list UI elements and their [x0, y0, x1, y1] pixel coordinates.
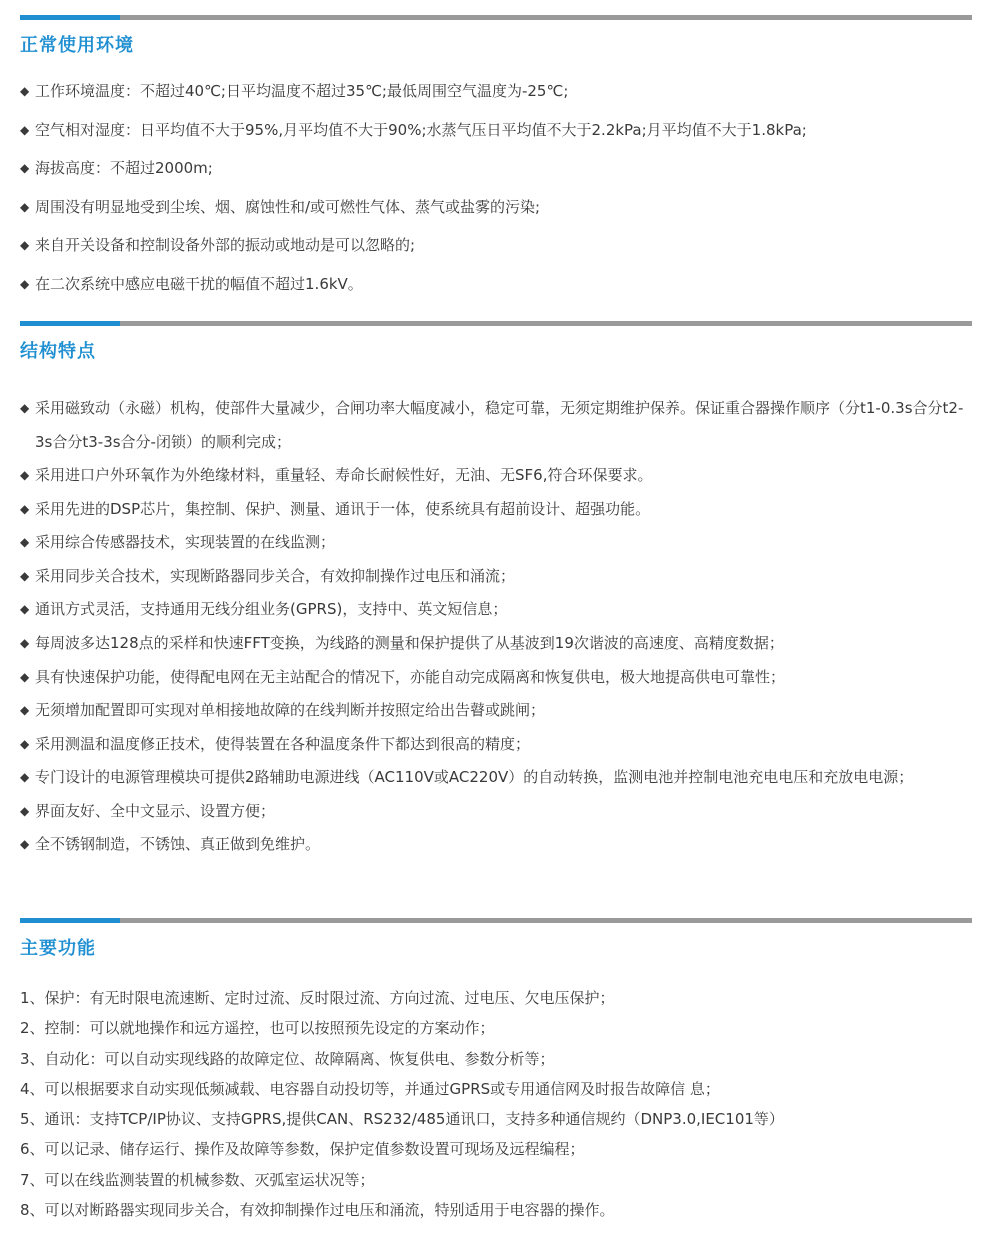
- diamond-bullet-icon: ◆: [20, 401, 30, 415]
- diamond-bullet-icon: ◆: [20, 199, 30, 214]
- list-item: 6、可以记录、储存运行、操作及故障等参数，保护定值参数设置可现场及远程编程；: [20, 1140, 585, 1159]
- list-item: 3、自动化：可以自动实现线路的故障定位、故障隔离、恢复供电、参数分析等；: [20, 1049, 555, 1068]
- list-item: ◆ 界面友好、全中文显示、设置方便；: [20, 795, 972, 829]
- divider-accent: [20, 918, 120, 923]
- list-item: ◆ 采用进口户外环氧作为外绝缘材料，重量轻、寿命长耐候性好，无油、无SF6,符合环保要求。: [20, 459, 972, 493]
- list-item: ◆ 采用测温和温度修正技术，使得装置在各种温度条件下都达到很高的精度；: [20, 728, 972, 762]
- list-item: 1、保护：有无时限电流速断、定时过流、反时限过流、方向过流、过电压、欠电压保护；: [20, 989, 615, 1007]
- list-item: ◆ 专门设计的电源管理模块可提供2路辅助电源进线（AC110V或AC220V）的自动转换，监测电池并控制电池充电电压和充放电电源；: [20, 761, 972, 795]
- section-operating-environment: [20, 15, 972, 303]
- list-item: ◆ 海拔高度：不超过2000m;: [20, 149, 972, 188]
- diamond-bullet-icon: ◆: [20, 568, 30, 583]
- diamond-bullet-icon: ◆: [20, 669, 30, 684]
- list-item: 8、可以对断路器实现同步关合，有效抑制操作过电压和涌流，特别适用于电容器的操作。: [20, 1201, 615, 1220]
- list-item: ◆ 无须增加配置即可实现对单相接地故障的在线判断并按照定给出告瞽或跳闸；: [20, 694, 972, 728]
- section-divider: [20, 321, 972, 326]
- divider-accent: [20, 321, 120, 326]
- diamond-bullet-icon: ◆: [20, 736, 30, 751]
- diamond-bullet-icon: ◆: [20, 161, 30, 175]
- diamond-bullet-icon: ◆: [20, 238, 30, 252]
- diamond-bullet-icon: ◆: [20, 122, 30, 137]
- list-item: ◆ 空气相对湿度：日平均值不大于95%,月平均值不大于90%;水蒸气压日平均值不大于2.2kPa;月平均值不大于1.8kPa;: [20, 111, 972, 150]
- list-item: ◆ 在二次系统中感应电磁干扰的幅值不超过1.6kV。: [20, 265, 972, 304]
- list-item: ◆ 周围没有明显地受到尘埃、烟、腐蚀性和/或可燃性气体、蒸气或盐雾的污染;: [20, 188, 972, 227]
- diamond-bullet-icon: ◆: [20, 602, 30, 617]
- diamond-bullet-icon: ◆: [20, 803, 30, 818]
- section-title: 正常使用环境: [20, 35, 134, 56]
- list-item: ◆ 工作环境温度：不超过40℃;日平均温度不超过35℃;最低周围空气温度为-25℃;: [20, 72, 972, 111]
- list-item: 7、可以在线监测装置的机械参数、灭弧室运状况等；: [20, 1170, 375, 1189]
- diamond-bullet-icon: ◆: [20, 84, 30, 98]
- diamond-bullet-icon: ◆: [20, 535, 30, 550]
- diamond-bullet-icon: ◆: [20, 635, 30, 650]
- diamond-bullet-icon: ◆: [20, 501, 30, 516]
- section-title: 主要功能: [20, 938, 96, 959]
- list-item: ◆ 通讯方式灵活，支持通用无线分组业务(GPRS)，支持中、英文短信息；: [20, 593, 972, 627]
- list-item: ◆ 采用综合传感器技术，实现装置的在线监测；: [20, 526, 972, 560]
- functions-list: [20, 983, 972, 1225]
- diamond-bullet-icon: ◆: [20, 703, 30, 718]
- list-item: ◆ 每周波多达128点的采样和快速FFT变换，为线路的测量和保护提供了从基波到19次谐波的高速度、高精度数据；: [20, 627, 972, 661]
- section-divider: [20, 918, 972, 923]
- section-title: 结构特点: [20, 341, 96, 362]
- list-item: ◆ 采用磁致动（永磁）机构，使部件大量减少，合闸功率大幅度减小，稳定可靠，无须定期维护保养。保证重合器操作顺序（分t1-0.3s合分t2-3s合分t3-3s合分-闭锁）的顺利完成；: [20, 392, 972, 459]
- section-divider: [20, 15, 972, 20]
- features-list: [20, 392, 972, 862]
- section-main-functions: [20, 918, 972, 1225]
- divider-accent: [20, 15, 120, 20]
- list-item: ◆ 采用先进的DSP芯片，集控制、保护、测量、通讯于一体，使系统具有超前设计、超强功能。: [20, 493, 972, 527]
- list-item: ◆ 来自开关设备和控制设备外部的振动或地动是可以忽略的;: [20, 226, 972, 265]
- diamond-bullet-icon: ◆: [20, 837, 30, 852]
- list-item: 5、通讯：支持TCP/IP协议、支持GPRS,提供CAN、RS232/485通讯口，支持多种通信规约（DNP3.0,IEC101等）: [20, 1110, 784, 1129]
- environment-list: [20, 72, 972, 303]
- section-structural-features: [20, 321, 972, 862]
- list-item: 2、控制：可以就地操作和远方遥控，也可以按照预先设定的方案动作；: [20, 1019, 495, 1038]
- list-item: ◆ 具有快速保护功能，使得配电网在无主站配合的情况下，亦能自动完成隔离和恢复供电，极大地提高供电可靠性；: [20, 661, 972, 695]
- list-item: ◆ 采用同步关合技术，实现断路器同步关合，有效抑制操作过电压和涌流；: [20, 560, 972, 594]
- list-item: 4、可以根据要求自动实现低频减载、电容器自动投切等，并通过GPRS或专用通信网及时报告故障信 息；: [20, 1079, 720, 1098]
- diamond-bullet-icon: ◆: [20, 468, 30, 482]
- diamond-bullet-icon: ◆: [20, 770, 30, 785]
- list-item: ◆ 全不锈钢制造，不锈蚀、真正做到免维护。: [20, 828, 972, 862]
- diamond-bullet-icon: ◆: [20, 276, 30, 291]
